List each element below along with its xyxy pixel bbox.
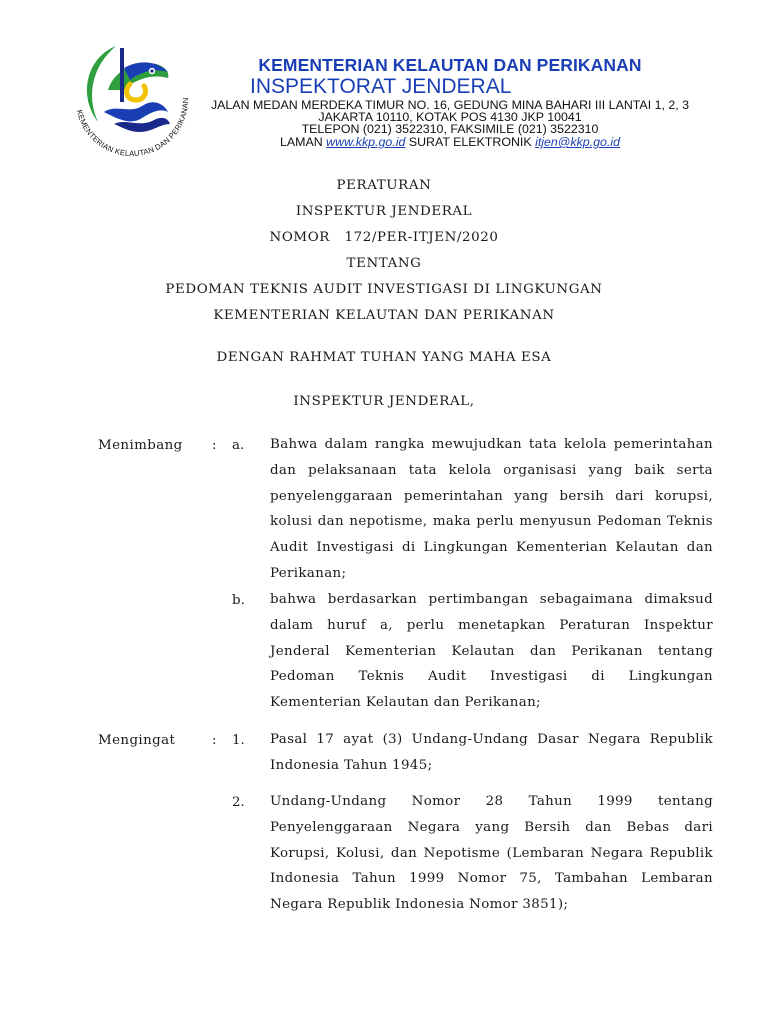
menimbang-item-marker: a. — [232, 438, 245, 453]
menimbang-label: Menimbang — [98, 438, 183, 453]
letterhead-contact-line — [190, 135, 710, 149]
menimbang-item-marker: b. — [232, 593, 245, 608]
letterhead-address-line-2: JAKARTA 10110, KOTAK POS 4130 JKP 10041 — [318, 110, 582, 124]
letterhead-address-line-1: JALAN MEDAN MERDEKA TIMUR NO. 16, GEDUNG MINA BAHARI III LANTAI 1, 2, 3 — [210, 98, 690, 112]
logo-ring-text: KEMENTERIAN KELAUTAN DAN PERIKANAN — [74, 97, 191, 158]
letterhead-organization: KEMENTERIAN KELAUTAN DAN PERIKANAN — [258, 55, 642, 75]
mengingat-label: Mengingat — [98, 733, 176, 748]
website-link[interactable]: www.kkp.go.id — [326, 135, 406, 149]
mengingat-colon: : — [212, 733, 217, 748]
email-link[interactable]: itjen@kkp.go.id — [535, 135, 620, 149]
issuer-heading: INSPEKTUR JENDERAL, — [293, 394, 475, 409]
letterhead-address-line-3: TELEPON (021) 3522310, FAKSIMILE (021) 3522310 — [301, 122, 599, 136]
letterhead-unit: INSPEKTORAT JENDERAL — [250, 75, 512, 98]
mengingat-item-text: Pasal 17 ayat (3) Undang-Undang Dasar Negara Republik Indonesia Tahun 1945; — [270, 732, 713, 773]
title-subject-line-1: PEDOMAN TEKNIS AUDIT INVESTIGASI DI LINGKUNGAN — [165, 282, 603, 297]
title-number: NOMOR 172/PER-ITJEN/2020 — [269, 230, 499, 245]
mengingat-item-marker: 2. — [232, 795, 245, 810]
kkp-logo — [64, 38, 196, 158]
email-label: SURAT ELEKTRONIK — [408, 135, 532, 149]
mengingat-item-text: Undang-Undang Nomor 28 Tahun 1999 tentang Penyelenggaraan Negara yang Bersih dan Bebas dari Korupsi, Kolusi, dan Nepotisme (Lembaran Negara Republik Indonesia Tahun 1999 Nomor 75, Tambahan Lembaran Negara Republik Indonesia Nomor 3851); — [270, 794, 713, 913]
invocation: DENGAN RAHMAT TUHAN YANG MAHA ESA — [216, 350, 552, 365]
title-subject-line-2: KEMENTERIAN KELAUTAN DAN PERIKANAN — [213, 308, 555, 323]
menimbang-item-text: bahwa berdasarkan pertimbangan sebagaimana dimaksud dalam huruf a, perlu menetapkan Peraturan Inspektur Jenderal Kementerian Kelautan dan Perikanan tentang Pedoman Teknis Audit Investigasi di Lingkungan Kementerian Kelautan dan Perikanan; — [270, 592, 713, 711]
menimbang-colon: : — [212, 438, 217, 453]
mengingat-item-marker: 1. — [232, 733, 245, 748]
title-about: TENTANG — [346, 256, 422, 271]
website-label: LAMAN — [280, 135, 323, 149]
title-regulation: PERATURAN — [336, 178, 432, 193]
menimbang-item-text: Bahwa dalam rangka mewujudkan tata kelola pemerintahan dan pelaksanaan tata kelola organisasi yang baik serta penyelenggaraan pemerintahan yang bersih dari korupsi, kolusi dan nepotisme, maka perlu menyusun Pedoman Teknis Audit Investigasi di Lingkungan Kementerian Kelautan dan Perikanan; — [270, 437, 713, 581]
title-issuer: INSPEKTUR JENDERAL — [295, 204, 473, 219]
